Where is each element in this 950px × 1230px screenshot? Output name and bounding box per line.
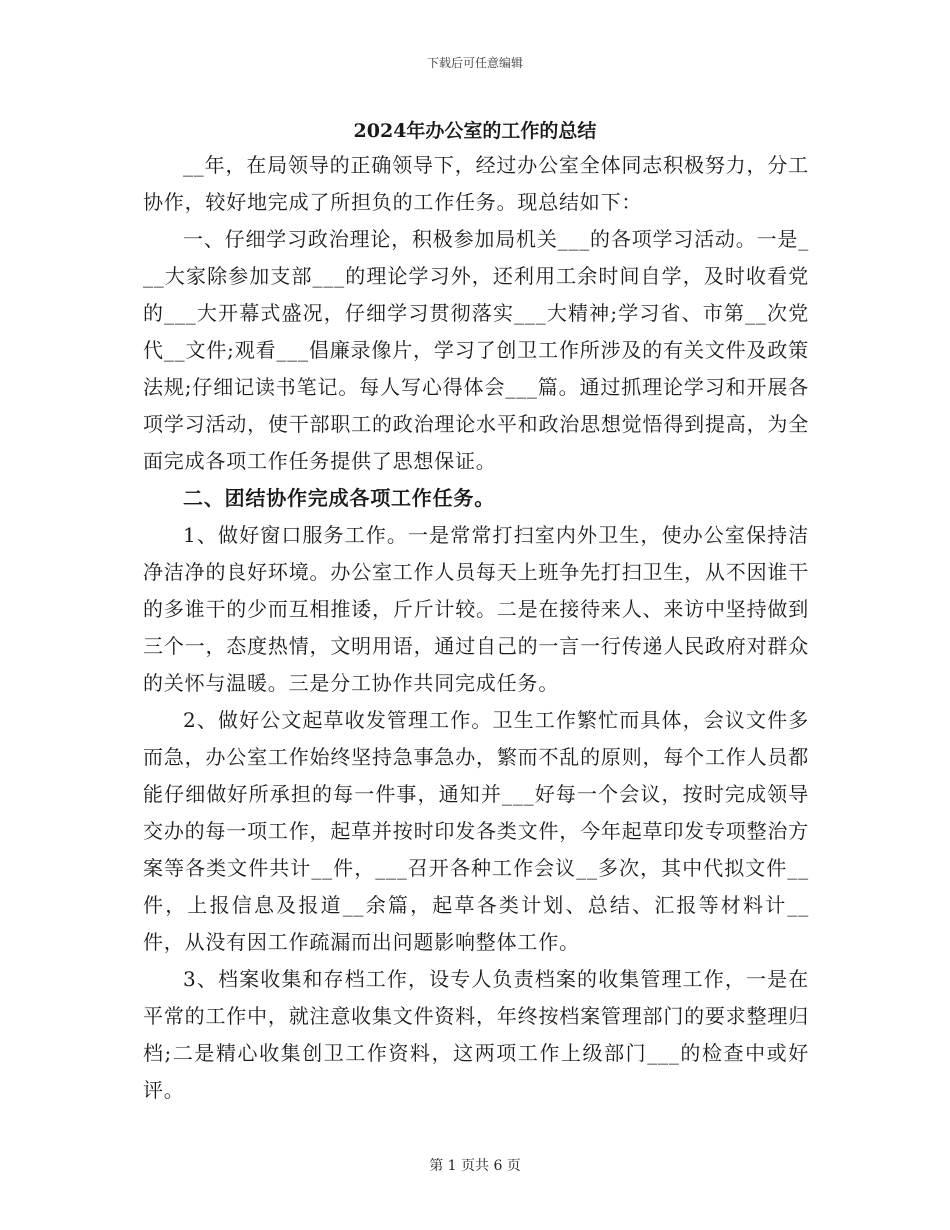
- paragraph-item-2: 2、做好公文起草收发管理工作。卫生工作繁忙而具体，会议文件多而急，办公室工作始终坚持急事急办，繁而不乱的原则，每个工作人员都能仔细做好所承担的每一件事，通知并___好每一个会议，按时完成领导交办的每一项工作，起草并按时印发各类文件，今年起草印发专项整治方案等各类文件共计__件，___召开各种工作会议__多次，其中代拟文件__件，上报信息及报道__余篇，起草各类计划、总结、汇报等材料计__件，从没有因工作疏漏而出问题影响整体工作。: [143, 708, 809, 954]
- document-body: [143, 147, 809, 1109]
- paragraph-item-3: 3、档案收集和存档工作，设专人负责档案的收集管理工作，一是在平常的工作中，就注意收集文件资料，年终按档案管理部门的要求整理归档;二是精心收集创卫工作资料，这两项工作上级部门___的检查中或好评。: [143, 967, 809, 1102]
- header-note: 下载后可任意编辑: [426, 56, 523, 70]
- page-number: 第 1 页共 6 页: [429, 1158, 521, 1174]
- paragraph-section-1: 一、仔细学习政治理论，积极参加局机关___的各项学习活动。一是___大家除参加支部___的理论学习外，还利用工余时间自学，及时收看党的___大开幕式盛况，仔细学习贯彻落实___大精神;学习省、市第__次党代__文件;观看___倡廉录像片，学习了创卫工作所涉及的有关文件及政策法规;仔细记读书笔记。每人写心得体会___篇。通过抓理论学习和开展各项学习活动，使干部职工的政治理论水平和政治思想觉悟得到提高，为全面完成各项工作任务提供了思想保证。: [143, 227, 809, 473]
- paragraph-item-1: 1、做好窗口服务工作。一是常常打扫室内外卫生，使办公室保持洁净洁净的良好环境。办公室工作人员每天上班争先打扫卫生，从不因谁干的多谁干的少而互相推诿，斤斤计较。二是在接待来人、来访中坚持做到三个一，态度热情，文明用语，通过自己的一言一行传递人民政府对群众的关怀与温暖。三是分工协作共同完成任务。: [143, 523, 809, 695]
- section-heading-2: 二、团结协作完成各项工作任务。: [183, 486, 495, 510]
- document-title: 2024年办公室的工作的总结: [353, 120, 597, 142]
- paragraph-intro: __年，在局领导的正确领导下，经过办公室全体同志积极努力，分工协作，较好地完成了所担负的工作任务。现总结如下：: [143, 153, 809, 214]
